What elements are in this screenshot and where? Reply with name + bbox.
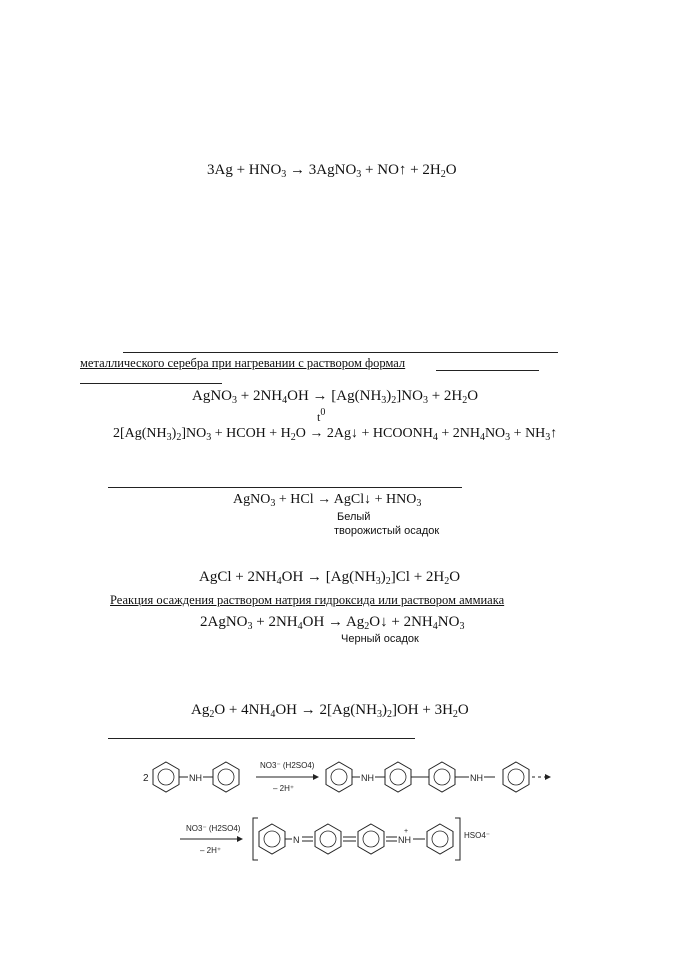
benzene-ring-icon <box>153 762 179 792</box>
precipitate-note-curdy: творожистый осадок <box>334 525 440 537</box>
divider-line <box>108 738 415 739</box>
iminium-label: NH <box>398 835 411 845</box>
equation-oxide-ammonia: $Ag_2O + 4NH_4OH \to 2[Ag(NH_3)_2]OH + 3H_2O$ <box>191 702 469 720</box>
precipitate-note-white: Белый <box>337 511 371 523</box>
equation-silver-ammonia: AgNO$_3$ + $2NH_4OH \to [Ag(NH_3)_2]NO_3 + 2H_2O$ <box>192 388 479 406</box>
heading-formaldehyde: металлического серебра при нагревании с раствором формал <box>80 356 406 370</box>
amine-label: NH <box>470 773 483 783</box>
divider-line <box>108 487 462 488</box>
amine-label: NH <box>361 773 374 783</box>
benzene-ring-icon <box>429 762 455 792</box>
diphenylamine-oxidation-scheme <box>0 750 678 880</box>
quinoid-ring-icon <box>315 824 341 854</box>
benzene-ring-icon <box>385 762 411 792</box>
coefficient: 2 <box>143 773 149 784</box>
reagent-label: NO3⁻ (H2SO4) <box>260 761 315 770</box>
equation-silver-oxide: 2AgNO$_3$ + $2NH_4OH$ → $Ag_2O↓ + 2NH_4NO_3$ <box>200 614 465 632</box>
equation-chloride-ammonia: AgCl + $2NH_4OH \to [Ag(NH_3)_2]Cl + 2H_2O$ <box>199 569 461 587</box>
divider-line <box>436 370 539 371</box>
divider-line <box>80 383 222 384</box>
proton-loss-label: – 2H⁺ <box>273 784 295 793</box>
benzene-ring-icon <box>326 762 352 792</box>
amine-label: NH <box>189 773 202 783</box>
divider-line <box>123 352 558 353</box>
temperature-label: $t^0$ <box>317 407 326 424</box>
benzene-ring-icon <box>259 824 285 854</box>
positive-charge: + <box>404 828 409 835</box>
equation-silver-mirror: $2[Ag(NH_3)_2]NO_3$ + HCOH + $H_2O$ → 2Ag↓ + $HCOONH_4 + 2NH_4NO_3$ + $NH_3↑$ <box>113 426 558 443</box>
quinoid-ring-icon <box>358 824 384 854</box>
equation-silver-nitric-acid: $3Ag + HNO_3$ → 3AgNO$_3$ + NO↑ + $2H_2O$ <box>207 162 457 180</box>
benzene-ring-icon <box>503 762 529 792</box>
reagent-label: NO3⁻ (H2SO4) <box>186 824 241 833</box>
benzene-ring-icon <box>427 824 453 854</box>
proton-loss-label: – 2H⁺ <box>200 846 222 855</box>
benzene-ring-icon <box>213 762 239 792</box>
heading-precipitation: Реакция осаждения раствором натрия гидроксида или раствором аммиака <box>110 593 505 607</box>
imine-label: N <box>293 835 300 845</box>
equation-silver-chloride: AgNO$_3$ + HCl → AgCl↓ + $HNO_3$ <box>233 492 422 509</box>
counter-ion-label: HSO4⁻ <box>464 831 491 840</box>
precipitate-note-black: Черный осадок <box>341 633 419 645</box>
